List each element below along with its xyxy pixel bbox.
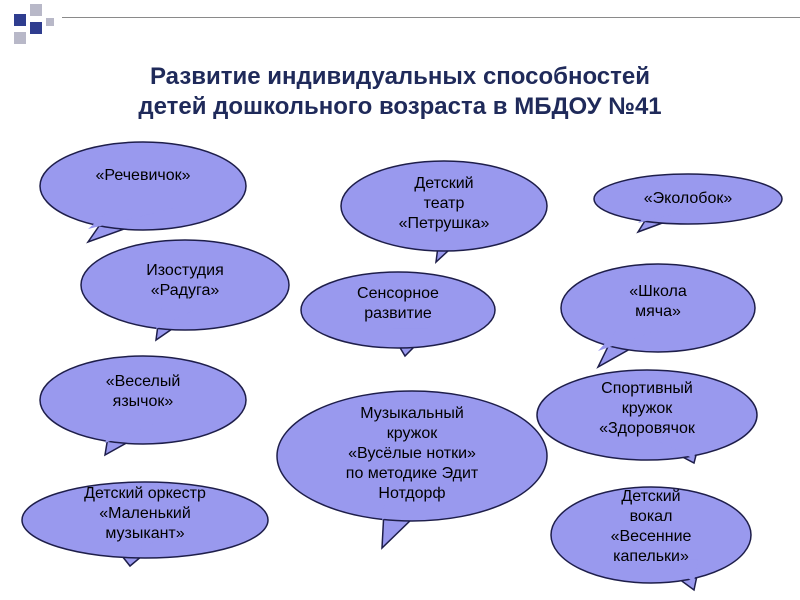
bubble-label-orchestra xyxy=(15,484,275,544)
bubble-label-line: Изостудия xyxy=(146,262,224,279)
bubble-label-sport xyxy=(517,379,777,439)
bubble-label-line: музыкант» xyxy=(105,525,185,542)
bubble-label-line: Детский xyxy=(414,175,474,192)
bubble-label-ball-school xyxy=(528,282,788,322)
bubble-label-line: вокал xyxy=(629,508,673,525)
bubble-label-line: Сенсорное xyxy=(357,285,439,302)
bubble-label-line: «Петрушка» xyxy=(398,215,490,232)
bubble-label-line: «Школа xyxy=(629,283,687,300)
bubble-label-line: капельки» xyxy=(613,548,689,565)
bubble-label-line: Детский xyxy=(621,488,681,505)
bubble-label-line: мяча» xyxy=(635,303,681,320)
bubble-label-line: развитие xyxy=(364,305,432,322)
bubble-label-line: «Речевичок» xyxy=(95,167,191,184)
bubble-label-line: «Здоровячок xyxy=(599,420,695,437)
bubble-label-line: «Весенние xyxy=(610,528,692,545)
bubble-label-line: «Веселый xyxy=(105,373,181,390)
bubble-ellipse xyxy=(40,142,246,230)
bubble-label-line: Нотдорф xyxy=(378,485,446,502)
bubble-label-vocal xyxy=(521,487,781,567)
bubble-label-line: «Маленький xyxy=(99,505,191,522)
bubble-label-ekolobok xyxy=(558,189,800,209)
bubble-label-line: Детский оркестр xyxy=(84,485,206,502)
bubble-label-music xyxy=(282,404,542,504)
bubble-label-line: «Вусёлые нотки» xyxy=(348,445,476,462)
bubble-label-line: язычок» xyxy=(112,393,174,410)
bubble-label-line: «Радуга» xyxy=(150,282,220,299)
bubble-label-sensory xyxy=(268,284,528,324)
bubble-label-theatre xyxy=(314,174,574,234)
bubble-label-yazychok xyxy=(13,372,273,412)
bubble-label-line: театр xyxy=(423,195,465,212)
bubble-label-line: по методике Эдит xyxy=(345,465,479,482)
bubble-label-line: Спортивный xyxy=(601,380,693,397)
bubble-label-line: «Эколобок» xyxy=(643,190,733,207)
title-line-2: детей дошкольного возраста в МБДОУ №41 xyxy=(138,93,662,120)
bubble-label-line: кружок xyxy=(621,400,673,417)
title-line-1: Развитие индивидуальных способностей xyxy=(149,63,650,90)
bubble-rechevichok xyxy=(40,142,246,242)
bubble-label-rechevichok xyxy=(13,166,273,186)
bubble-label-line: кружок xyxy=(386,425,438,442)
bubble-label-line: Музыкальный xyxy=(360,405,464,422)
